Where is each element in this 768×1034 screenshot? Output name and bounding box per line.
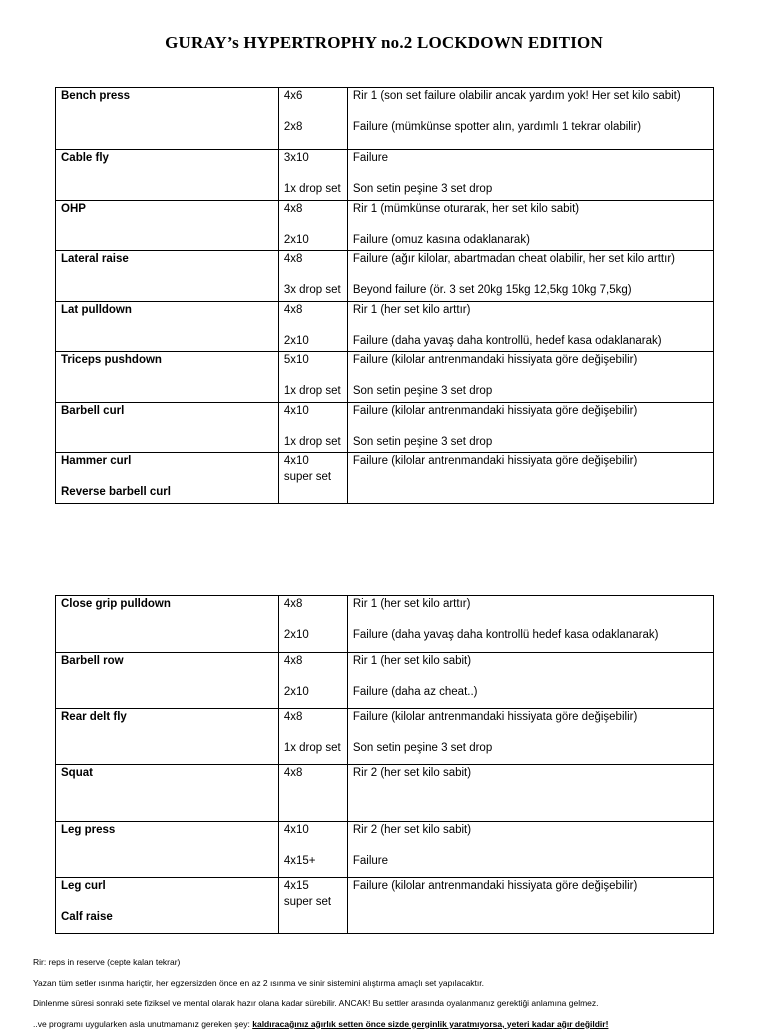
notes-line: Failure xyxy=(353,854,708,870)
line-gap xyxy=(353,217,708,233)
sets-cell xyxy=(278,878,347,934)
sets-line: 1x drop set xyxy=(284,741,342,757)
table-row xyxy=(56,352,714,403)
notes-line: Failure (daha yavaş daha kontrollü hedef kasa odaklanarak) xyxy=(353,628,708,644)
sets-cell xyxy=(278,765,347,822)
sets-line: 4x10 xyxy=(284,454,342,470)
sets-line: 4x6 xyxy=(284,89,342,105)
table-row xyxy=(56,822,714,878)
notes-cell xyxy=(347,596,713,653)
sets-line: 4x8 xyxy=(284,202,342,218)
sets-line: 1x drop set xyxy=(284,435,342,451)
line-gap xyxy=(353,167,708,183)
notes-line: Failure xyxy=(353,151,708,167)
line-gap xyxy=(284,670,342,686)
sets-cell xyxy=(278,352,347,403)
notes-cell xyxy=(347,653,713,709)
line-gap xyxy=(284,726,342,742)
line-gap xyxy=(353,726,708,742)
exercise-cell xyxy=(56,150,279,201)
exercise-cell xyxy=(56,251,279,302)
notes-cell xyxy=(347,150,713,201)
exercise-line: Close grip pulldown xyxy=(61,597,273,613)
notes-line: Failure (mümkünse spotter alın, yardımlı 1 tekrar olabilir) xyxy=(353,120,708,136)
notes-line: Son setin peşine 3 set drop xyxy=(353,741,708,757)
sets-cell xyxy=(278,453,347,504)
sets-line: 2x10 xyxy=(284,233,342,249)
sets-line: 2x10 xyxy=(284,334,342,350)
sets-line: 4x8 xyxy=(284,710,342,726)
sets-line: 4x8 xyxy=(284,766,342,782)
line-gap xyxy=(284,268,342,284)
exercise-cell xyxy=(56,402,279,453)
exercise-cell xyxy=(56,596,279,653)
table-row xyxy=(56,402,714,453)
notes-line: Son setin peşine 3 set drop xyxy=(353,435,708,451)
exercise-cell xyxy=(56,453,279,504)
line-gap xyxy=(284,419,342,435)
table-row xyxy=(56,709,714,765)
sets-cell xyxy=(278,301,347,352)
notes-line: Failure (daha az cheat..) xyxy=(353,685,708,701)
line-gap xyxy=(284,839,342,855)
sets-line: 2x8 xyxy=(284,120,342,136)
exercise-cell xyxy=(56,200,279,251)
notes-line: Failure (daha yavaş daha kontrollü, hedef kasa odaklanarak) xyxy=(353,334,708,350)
line-gap xyxy=(284,167,342,183)
sets-line: 4x8 xyxy=(284,252,342,268)
sets-cell xyxy=(278,596,347,653)
exercise-cell xyxy=(56,878,279,934)
notes-cell xyxy=(347,709,713,765)
footnotes xyxy=(33,952,753,1034)
notes-cell xyxy=(347,822,713,878)
sets-line: super set xyxy=(284,470,342,486)
line-gap xyxy=(353,670,708,686)
line-gap xyxy=(353,419,708,435)
line-gap xyxy=(284,105,342,121)
sets-line: 2x10 xyxy=(284,628,342,644)
sets-cell xyxy=(278,653,347,709)
exercise-line: Leg curl xyxy=(61,879,273,895)
table-row xyxy=(56,653,714,709)
page-title: GURAY’s HYPERTROPHY no.2 LOCKDOWN EDITION xyxy=(0,33,768,53)
sets-cell xyxy=(278,200,347,251)
sets-line: 4x10 xyxy=(284,823,342,839)
notes-cell xyxy=(347,88,713,150)
exercise-line: Bench press xyxy=(61,89,273,105)
notes-cell xyxy=(347,765,713,822)
sets-line: 2x10 xyxy=(284,685,342,701)
exercise-cell xyxy=(56,88,279,150)
table-row xyxy=(56,765,714,822)
exercise-cell xyxy=(56,822,279,878)
exercise-line: Squat xyxy=(61,766,273,782)
exercise-cell xyxy=(56,352,279,403)
exercise-line: OHP xyxy=(61,202,273,218)
table-row xyxy=(56,453,714,504)
exercise-line: Cable fly xyxy=(61,151,273,167)
table-body xyxy=(56,596,714,934)
notes-line: Son setin peşine 3 set drop xyxy=(353,182,708,198)
sets-line: 4x8 xyxy=(284,654,342,670)
notes-line: Failure (kilolar antrenmandaki hissiyata göre değişebilir) xyxy=(353,353,708,369)
exercise-line: Hammer curl xyxy=(61,454,273,470)
notes-cell xyxy=(347,251,713,302)
exercise-cell xyxy=(56,765,279,822)
notes-cell xyxy=(347,200,713,251)
exercise-line: Leg press xyxy=(61,823,273,839)
notes-line: Rir 1 (son set failure olabilir ancak yardım yok! Her set kilo sabit) xyxy=(353,89,708,105)
line-gap xyxy=(284,318,342,334)
footnote-warmup: Yazan tüm setler ısınma hariçtir, her egzersizden önce en az 2 ısınma ve sinir sistemini alıştırma amaçlı set yapılacaktır. xyxy=(33,973,753,994)
line-gap xyxy=(353,318,708,334)
notes-line: Rir 1 (mümkünse oturarak, her set kilo sabit) xyxy=(353,202,708,218)
notes-cell xyxy=(347,402,713,453)
notes-line: Rir 2 (her set kilo sabit) xyxy=(353,823,708,839)
table-row xyxy=(56,200,714,251)
line-gap xyxy=(353,105,708,121)
sets-line: 4x8 xyxy=(284,303,342,319)
line-gap xyxy=(61,470,273,486)
sets-line: 3x10 xyxy=(284,151,342,167)
sets-line: 3x drop set xyxy=(284,283,342,299)
sets-line: 4x15+ xyxy=(284,854,342,870)
footnote-warning-prefix: ..ve programı uygularken asla unutmamanız gereken şey: xyxy=(33,1019,252,1029)
sets-line: 1x drop set xyxy=(284,182,342,198)
notes-line: Failure (ağır kilolar, abartmadan cheat olabilir, her set kilo arttır) xyxy=(353,252,708,268)
sets-line: 4x15 xyxy=(284,879,342,895)
notes-line: Rir 1 (her set kilo arttır) xyxy=(353,597,708,613)
workout-table-day-2 xyxy=(55,595,714,934)
table-row xyxy=(56,150,714,201)
notes-line: Failure (kilolar antrenmandaki hissiyata göre değişebilir) xyxy=(353,454,708,470)
exercise-cell xyxy=(56,709,279,765)
table-body xyxy=(56,88,714,504)
exercise-line: Lateral raise xyxy=(61,252,273,268)
line-gap xyxy=(353,839,708,855)
footnote-rest: Dinlenme süresi sonraki sete fiziksel ve mental olarak hazır olana kadar sürebilir. ANCAK! Bu settler arasında oyalanmanız gerektiği anlamına gelmez. xyxy=(33,993,753,1014)
line-gap xyxy=(61,895,273,911)
notes-line: Rir 1 (her set kilo arttır) xyxy=(353,303,708,319)
sets-cell xyxy=(278,709,347,765)
exercise-line: Calf raise xyxy=(61,910,273,926)
exercise-line: Triceps pushdown xyxy=(61,353,273,369)
line-gap xyxy=(284,613,342,629)
notes-cell xyxy=(347,352,713,403)
footnote-warning-emphasis: kaldıracağınız ağırlık setten önce sizde gerginlik yaratmıyorsa, yeteri kadar ağır değildir! xyxy=(252,1019,608,1029)
line-gap xyxy=(353,268,708,284)
table-row xyxy=(56,301,714,352)
table-row xyxy=(56,878,714,934)
footnote-rir: Rir: reps in reserve (cepte kalan tekrar) xyxy=(33,952,753,973)
notes-line: Failure (kilolar antrenmandaki hissiyata göre değişebilir) xyxy=(353,710,708,726)
sets-cell xyxy=(278,402,347,453)
notes-line: Son setin peşine 3 set drop xyxy=(353,384,708,400)
line-gap xyxy=(284,369,342,385)
sets-line: super set xyxy=(284,895,342,911)
notes-cell xyxy=(347,301,713,352)
exercise-cell xyxy=(56,301,279,352)
notes-line: Rir 2 (her set kilo sabit) xyxy=(353,766,708,782)
sets-line: 1x drop set xyxy=(284,384,342,400)
sets-cell xyxy=(278,251,347,302)
table-row xyxy=(56,88,714,150)
notes-line: Failure (kilolar antrenmandaki hissiyata göre değişebilir) xyxy=(353,404,708,420)
line-gap xyxy=(284,217,342,233)
table-row xyxy=(56,251,714,302)
exercise-line: Rear delt fly xyxy=(61,710,273,726)
exercise-line: Barbell row xyxy=(61,654,273,670)
notes-line: Failure (omuz kasına odaklanarak) xyxy=(353,233,708,249)
exercise-line: Reverse barbell curl xyxy=(61,485,273,501)
notes-cell xyxy=(347,878,713,934)
sets-cell xyxy=(278,150,347,201)
workout-table-day-1 xyxy=(55,87,714,504)
notes-line: Rir 1 (her set kilo sabit) xyxy=(353,654,708,670)
notes-cell xyxy=(347,453,713,504)
line-gap xyxy=(353,369,708,385)
sets-line: 4x8 xyxy=(284,597,342,613)
notes-line: Beyond failure (ör. 3 set 20kg 15kg 12,5kg 10kg 7,5kg) xyxy=(353,283,708,299)
exercise-cell xyxy=(56,653,279,709)
line-gap xyxy=(353,613,708,629)
exercise-line: Lat pulldown xyxy=(61,303,273,319)
table-row xyxy=(56,596,714,653)
sets-line: 5x10 xyxy=(284,353,342,369)
sets-cell xyxy=(278,88,347,150)
sets-cell xyxy=(278,822,347,878)
notes-line: Failure (kilolar antrenmandaki hissiyata göre değişebilir) xyxy=(353,879,708,895)
exercise-line: Barbell curl xyxy=(61,404,273,420)
sets-line: 4x10 xyxy=(284,404,342,420)
